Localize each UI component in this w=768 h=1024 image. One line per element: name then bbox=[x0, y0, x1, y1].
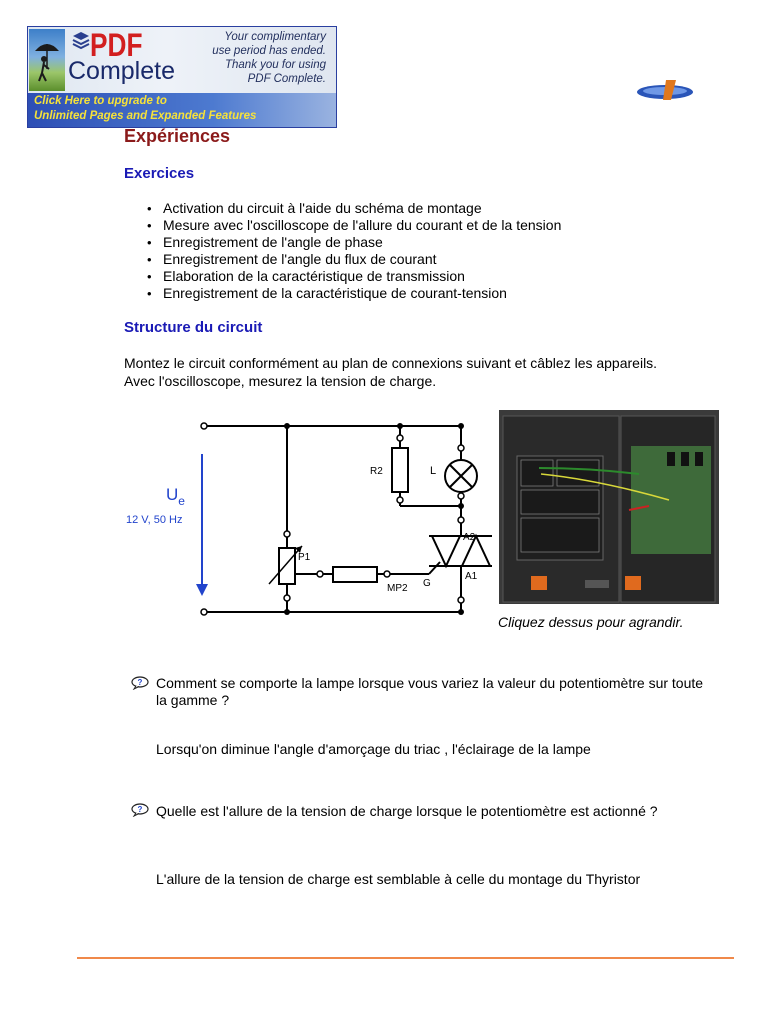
banner-message: Your complimentary use period has ended. Thank you for using PDF Complete. bbox=[212, 31, 326, 85]
list-item: • Elaboration de la caractéristique de transmission bbox=[163, 268, 561, 285]
photo-caption: Cliquez dessus pour agrandir. bbox=[498, 614, 684, 630]
company-logo bbox=[636, 78, 694, 102]
upgrade-banner[interactable] bbox=[27, 26, 337, 128]
banner-brand-pdf: PDF bbox=[90, 27, 143, 63]
potentiometer-p1 bbox=[279, 548, 295, 584]
list-item: • Enregistrement de l'angle de phase bbox=[163, 234, 561, 251]
question-text: Comment se comporte la lampe lorsque vous variez la valeur du potentiomètre sur toute la gamme ? bbox=[156, 675, 704, 708]
list-item: • Enregistrement de l'angle du flux de courant bbox=[163, 251, 561, 268]
question-icon bbox=[131, 676, 149, 690]
label-p1: P1 bbox=[298, 552, 311, 563]
footer-divider bbox=[77, 957, 734, 959]
question-text: Quelle est l'allure de la tension de charge lorsque le potentiomètre est actionné ? bbox=[156, 803, 658, 819]
label-g: G bbox=[423, 578, 431, 589]
label-a1: A1 bbox=[465, 571, 478, 582]
resistor-series bbox=[333, 567, 377, 582]
terminal bbox=[397, 497, 403, 503]
label-a2: A2 bbox=[463, 532, 476, 543]
terminal bbox=[384, 571, 390, 577]
list-item: • Activation du circuit à l'aide du schéma de montage bbox=[163, 200, 561, 217]
answer-text: L'allure de la tension de charge est semblable à celle du montage du Thyristor bbox=[156, 871, 641, 887]
terminal bbox=[458, 493, 464, 499]
question-icon bbox=[131, 803, 149, 817]
upgrade-link[interactable]: Click Here to upgrade to Unlimited Pages and Expanded Features bbox=[34, 95, 257, 122]
terminal bbox=[458, 597, 464, 603]
terminal bbox=[458, 445, 464, 451]
list-item: • Mesure avec l'oscilloscope de l'allure du courant et de la tension bbox=[163, 217, 561, 234]
terminal bbox=[201, 609, 207, 615]
svg-text:?: ? bbox=[137, 805, 143, 814]
triac-symbol bbox=[429, 536, 492, 566]
umbrella-figure-icon bbox=[29, 29, 65, 91]
label-lamp: L bbox=[430, 465, 437, 477]
exercise-list bbox=[124, 200, 561, 302]
terminal bbox=[201, 423, 207, 429]
terminal bbox=[284, 531, 290, 537]
equipment-photo[interactable] bbox=[499, 410, 719, 604]
terminal bbox=[317, 571, 323, 577]
exercises-heading: Exercices bbox=[124, 165, 195, 182]
structure-paragraph: Montez le circuit conformément au plan de connexions suivant et câblez les appareils. Avec l'oscilloscope, mesurez la tension de charge. bbox=[124, 355, 658, 389]
banner-cta-bar[interactable] bbox=[28, 93, 336, 128]
resistor-r2 bbox=[392, 448, 408, 492]
terminal bbox=[458, 517, 464, 523]
terminal bbox=[284, 595, 290, 601]
ue-label: $U_e$ bbox=[166, 485, 185, 508]
svg-text:?: ? bbox=[137, 678, 143, 687]
label-mp2: MP2 bbox=[387, 583, 408, 594]
list-item: • Enregistrement de la caractéristique de courant-tension bbox=[163, 285, 561, 302]
banner-top-panel bbox=[28, 27, 336, 93]
banner-brand-complete: Complete bbox=[68, 57, 175, 85]
stack-icon bbox=[72, 31, 90, 53]
circuit-schematic bbox=[124, 408, 494, 628]
answer-text: Lorsqu'on diminue l'angle d'amorçage du triac , l'éclairage de la lampe bbox=[156, 741, 591, 757]
label-r2: R2 bbox=[370, 466, 383, 477]
structure-heading: Structure du circuit bbox=[124, 319, 263, 336]
voltage-label: 12 V, 50 Hz bbox=[126, 514, 183, 526]
page-title: Expériences bbox=[124, 126, 231, 146]
terminal bbox=[397, 435, 403, 441]
